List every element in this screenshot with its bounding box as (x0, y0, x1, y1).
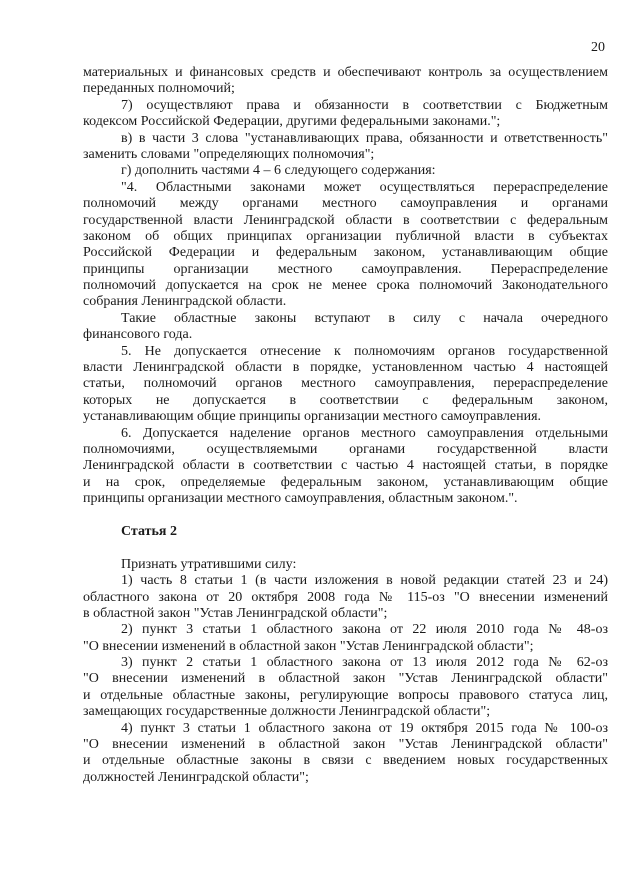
text-line: полномочиями, осуществляемыми органами государственной власти (83, 441, 608, 457)
text-line: "О внесении изменений в областной закон "Устав Ленинградской области" (83, 737, 608, 753)
text-line: Такие областные законы вступают в силу с начала очередного (121, 310, 608, 326)
page-number: 20 (591, 40, 605, 55)
text-line: 1) часть 8 статьи 1 (в части изложения в новой редакции статей 23 и 24) (121, 573, 608, 589)
text-line: и отдельные областные законы, регулирующие вопросы правового статуса лиц, (83, 687, 608, 703)
text-line: в) в части 3 слова "устанавливающих права, обязанности и ответственность" (121, 130, 608, 146)
text-line: Признать утратившими силу: (121, 556, 297, 572)
spacer (83, 540, 608, 556)
text-line: 7) осуществляют права и обязанности в соответствии с Бюджетным (121, 97, 608, 113)
text-line: "4. Областными законами может осуществляться перераспределение (121, 179, 608, 195)
text-line: которых не допускается в соответствии с федеральным законом, (83, 392, 608, 408)
text-line: 3) пункт 2 статьи 1 областного закона от 13 июля 2012 года № 62-оз (121, 655, 608, 671)
text-line: областного закона от 20 октября 2008 года № 115-оз "О внесении изменений (83, 589, 608, 605)
text-line: и на срок, определяемые федеральным законом, устанавливающим общие (83, 474, 608, 490)
text-line: г) дополнить частями 4 – 6 следующего содержания: (121, 163, 436, 179)
text-line: 2) пункт 3 статьи 1 областного закона от 22 июля 2010 года № 48-оз (121, 622, 608, 638)
paragraph-item-g (83, 163, 608, 179)
text-line: полномочий допускается на срок не менее срока полномочий Законодательного (83, 278, 608, 294)
paragraph-repeal-intro (83, 557, 608, 573)
paragraph-part-6 (83, 426, 608, 508)
text-line: полномочий между органами местного самоуправления и органами (83, 196, 608, 212)
text-line: устанавливающим общие принципы организации местного самоуправления. (83, 409, 542, 425)
paragraph-repeal-item-4 (83, 721, 608, 787)
paragraph-part-4 (83, 180, 608, 311)
text-line: в областной закон "Устав Ленинградской области"; (83, 605, 388, 621)
text-line: материальных и финансовых средств и обеспечивают контроль за осуществлением (83, 65, 608, 80)
text-line: 4) пункт 3 статьи 1 областного закона от 19 октября 2015 года № 100-оз (121, 720, 608, 736)
text-line: переданных полномочий; (83, 81, 235, 97)
text-line: финансового года. (83, 327, 193, 343)
text-line: замещающих государственные должности Ленинградской области"; (83, 704, 491, 720)
text-line: "О внесении изменений в областной закон "Устав Ленинградской области" (83, 671, 608, 687)
text-line: принципы организации местного самоуправления, областным законом.". (83, 491, 518, 507)
text-line: "О внесении изменений в областной закон "Устав Ленинградской области"; (83, 638, 534, 654)
paragraph-repeal-item-3 (83, 655, 608, 721)
text-line: заменить словами "определяющих полномочия"; (83, 146, 375, 162)
paragraph-continuation (83, 65, 608, 98)
article-heading: Статья 2 (121, 523, 177, 539)
text-line: Ленинградской области в соответствии с частью 4 настоящей статьи, в порядке (83, 458, 608, 474)
text-line: Российской Федерации и федеральным законом, устанавливающим общие (83, 245, 608, 261)
paragraph-repeal-item-2 (83, 622, 608, 655)
text-line: принципы организации местного самоуправления. Перераспределение (83, 261, 608, 277)
text-line: власти Ленинградской области в порядке, установленном частью 4 настоящей (83, 360, 608, 376)
paragraph-part-5 (83, 344, 608, 426)
paragraph-repeal-item-1 (83, 573, 608, 622)
text-line: государственной власти Ленинградской области в соответствии с федеральным (83, 212, 608, 228)
paragraph-item-v (83, 131, 608, 164)
paragraph-effective-date (83, 311, 608, 344)
text-line: 6. Допускается наделение органов местного самоуправления отдельными (121, 425, 608, 441)
text-line: законом об общих принципах организации публичной власти в субъектах (83, 228, 608, 244)
text-line: и отдельные областные законы в связи с введением новых государственных (83, 753, 608, 769)
spacer (83, 508, 608, 524)
text-line: кодексом Российской Федерации, другими федеральными законами."; (83, 114, 501, 130)
text-line: должностей Ленинградской области"; (83, 769, 309, 785)
document-body (83, 65, 608, 786)
text-line: статьи, полномочий органов местного самоуправления, перераспределение (83, 376, 608, 392)
text-line: 5. Не допускается отнесение к полномочиям органов государственной (121, 343, 608, 359)
paragraph-item-7 (83, 98, 608, 131)
text-line: собрания Ленинградской области. (83, 294, 287, 310)
